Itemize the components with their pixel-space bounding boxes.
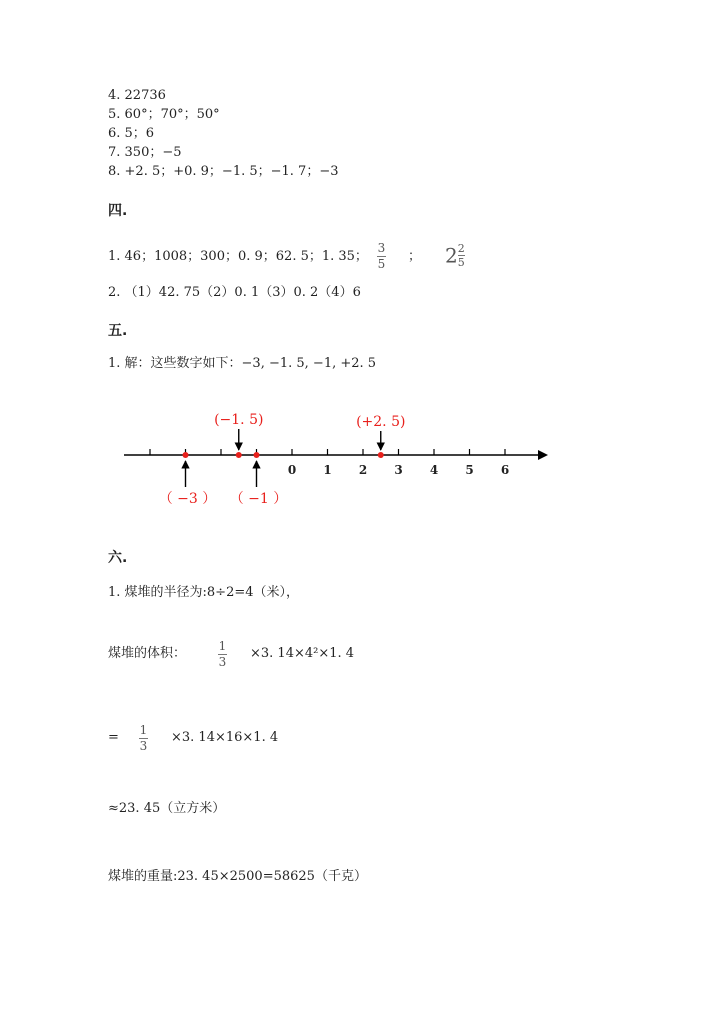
tick-label: 6 <box>500 463 510 477</box>
tick-label: 0 <box>287 463 297 477</box>
fraction-1-3 <box>218 640 227 669</box>
fraction-denominator: 3 <box>139 739 148 753</box>
answer-7: 7. 350；−5 <box>108 145 182 160</box>
volume-expression-2: ×3. 14×16×1. 4 <box>171 730 279 745</box>
label-plus-2-5: (+2. 5) <box>356 414 406 430</box>
answer-8: 8. +2. 5；+0. 9；−1. 5；−1. 7；−3 <box>108 164 339 179</box>
answer-6: 6. 5；6 <box>108 126 155 141</box>
fraction-numerator: 1 <box>218 639 227 653</box>
volume-result: ≈23. 45（立方米） <box>108 801 226 816</box>
section-6-line-1: 1. 煤堆的半径为:8÷2=4（米）， <box>108 585 300 600</box>
number-point <box>236 452 242 458</box>
tick-label: 1 <box>323 463 332 477</box>
fraction-numerator: 3 <box>377 241 386 255</box>
section-4-line-2: 2. （1）42. 75（2）0. 1（3）0. 2（4）6 <box>108 285 361 300</box>
mixed-fraction <box>458 243 465 268</box>
mixed-whole: 2 <box>445 243 458 268</box>
fraction-denominator: 5 <box>377 257 386 271</box>
label-minus-1-5: (−1. 5) <box>214 412 264 428</box>
section-4-line-1: 1. 46；1008；300；0. 9；62. 5；1. 35； <box>108 249 368 264</box>
fraction-numerator: 1 <box>139 723 148 737</box>
section-6-heading: 六. <box>108 550 128 566</box>
number-point <box>254 452 260 458</box>
fraction-1-3 <box>139 724 148 753</box>
section-4-heading: 四. <box>108 203 128 219</box>
equals-sign: = <box>108 730 119 745</box>
fraction-3-5 <box>377 242 386 271</box>
number-point <box>183 452 189 458</box>
tick-marks <box>150 449 505 455</box>
label-minus-1: （ −1 ） <box>229 491 288 507</box>
number-point <box>378 452 384 458</box>
mixed-numerator: 2 <box>457 242 465 255</box>
section-5-heading: 五. <box>108 323 128 339</box>
fraction-denominator: 3 <box>218 655 227 669</box>
separator: ； <box>408 249 422 264</box>
volume-expression: ×3. 14×4²×1. 4 <box>250 646 355 661</box>
number-line-diagram <box>0 395 720 525</box>
answer-4: 4. 22736 <box>108 88 166 103</box>
tick-label: 4 <box>429 463 439 477</box>
tick-label: 5 <box>465 463 474 477</box>
tick-labels <box>288 463 509 477</box>
axis-arrow-icon <box>538 450 548 460</box>
mixed-denominator: 5 <box>457 256 465 269</box>
tick-label: 2 <box>358 463 368 477</box>
label-minus-3: （ −3 ） <box>158 491 217 507</box>
mixed-number <box>445 242 465 268</box>
weight-result: 煤堆的重量:23. 45×2500=58625（千克） <box>108 869 367 884</box>
tick-label: 3 <box>394 463 403 477</box>
volume-label: 煤堆的体积： <box>108 646 187 661</box>
answer-5: 5. 60°；70°；50° <box>108 107 220 122</box>
section-5-line-1: 1. 解：这些数字如下：−3, −1. 5, −1, +2. 5 <box>108 356 377 371</box>
